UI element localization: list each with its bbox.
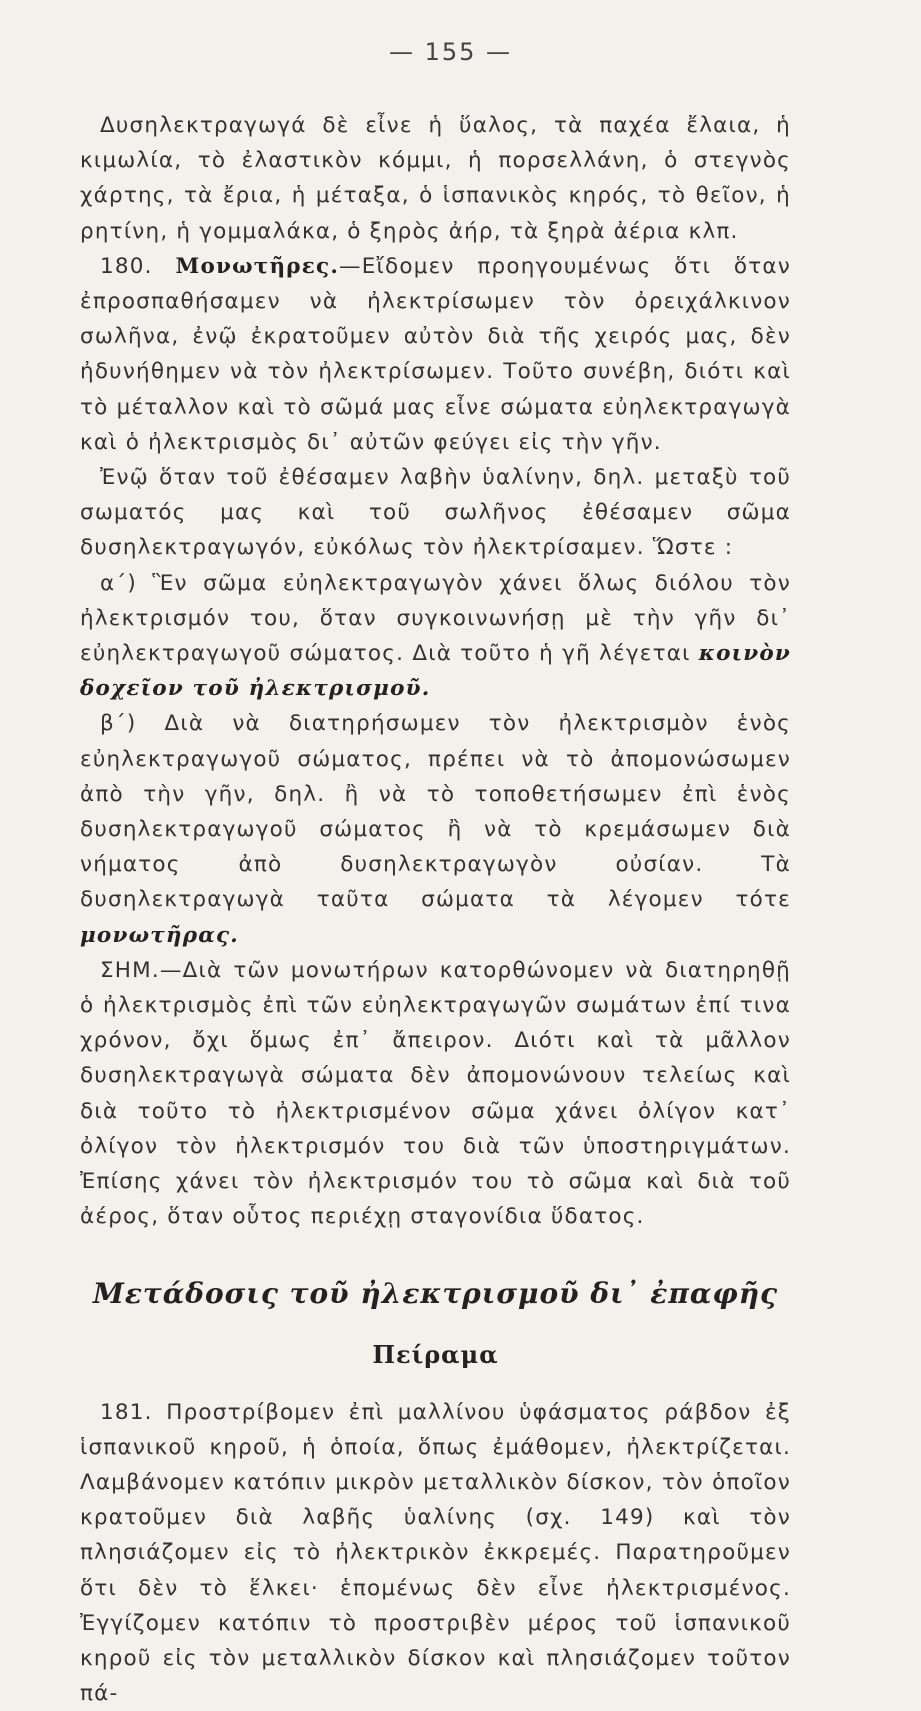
paragraph-number: 180. xyxy=(100,254,153,279)
page-number: — 155 — xyxy=(80,38,791,66)
paragraph-nonconductors: Δυσηλεκτραγωγά δὲ εἶνε ἡ ὕαλος, τὰ παχέα ἔλαια, ἡ κιμωλία, τὸ ἐλαστικὸν κόμμι, ἡ πορσελλάνη, ὁ στεγνὸς χάρτης, τὰ ἔρια, ἡ μέταξα, ὁ ἱσπανικὸς κηρός, τὸ θεῖον, ἡ ρητίνη, ἡ γομμαλάκα, ὁ ξηρὸς ἀήρ, τὰ ξηρὰ ἀέρια κλπ. xyxy=(80,108,791,249)
emphasis-insulators: μονωτῆρας. xyxy=(80,923,239,948)
paragraph-point-b xyxy=(80,706,791,952)
insulators-heading: Μονωτῆρες. xyxy=(175,254,339,279)
paragraph-text: α΄) Ἓν σῶμα εὐηλεκτραγωγὸν χάνει ὅλως διόλου τὸν ἠλεκτρισμόν του, ὅταν συγκοινωνήσῃ μὲ τὴν γῆν δι᾽ εὐηλεκτραγωγοῦ σώματος. Διὰ τοῦτο ἡ γῆ λέγεται xyxy=(80,571,791,666)
section-title: Μετάδοσις τοῦ ἠλεκτρισμοῦ δι᾽ ἐπαφῆς xyxy=(80,1277,791,1310)
paragraph-181-experiment: 181. Προστρίβομεν ἐπὶ μαλλίνου ὑφάσματος ράβδον ἐξ ἱσπανικοῦ κηροῦ, ἡ ὁποία, ὅπως ἐμάθομεν, ἠλεκτρίζεται. Λαμβάνομεν κατόπιν μικρὸν μεταλλικὸν δίσκον, τὸν ὁποῖον κρατοῦμεν διὰ λαβῆς ὑαλίνης (σχ. 149) καὶ τὸν πλησιάζομεν εἰς τὸ ἠλεκτρικὸν ἐκκρεμές. Παρατηροῦμεν ὅτι δὲν τὸ ἕλκει· ἑπομένως δὲν εἶνε ἠλεκτρισμένος. Ἐγγίζομεν κατόπιν τὸ προστριβὲν μέρος τοῦ ἱσπανικοῦ κηροῦ εἰς τὸν μεταλλικὸν δίσκον καὶ πλησιάζομεν τοῦτον πά- xyxy=(80,1395,791,1711)
paragraph-text: β΄) Διὰ νὰ διατηρήσωμεν τὸν ἠλεκτρισμὸν ἑνὸς εὐηλεκτραγωγοῦ σώματος, πρέπει νὰ τὸ ἀπομονώσωμεν ἀπὸ τὴν γῆν, δηλ. ἢ νὰ τὸ τοποθετήσωμεν ἐπὶ ἑνὸς δυσηλεκτραγωγοῦ σώματος ἢ νὰ τὸ κρεμάσωμεν διὰ νήματος ἀπὸ δυσηλεκτραγωγὸν οὐσίαν. Τὰ δυσηλεκτραγωγὰ ταῦτα σώματα τὰ λέγομεν τότε xyxy=(80,711,791,912)
paragraph-text: —Εἴδομεν προηγουμένως ὅτι ὅταν ἐπροσπαθήσαμεν νὰ ἠλεκτρίσωμεν τὸν ὀρειχάλκινον σωλῆνα, ἐνῷ ἐκρατοῦμεν αὐτὸν διὰ τῆς χειρός μας, δὲν ἠδυνήθημεν νὰ τὸν ἠλεκτρίσωμεν. Τοῦτο συνέβη, διότι καὶ τὸ μέταλλον καὶ τὸ σῶμά μας εἶνε σώματα εὐηλεκτραγωγὰ καὶ ὁ ἠλεκτρισμὸς δι᾽ αὐτῶν φεύγει εἰς τὴν γῆν. xyxy=(80,254,791,455)
subsection-title: Πείραμα xyxy=(80,1340,791,1369)
paragraph-point-a xyxy=(80,566,791,707)
emphasis-common-reservoir: κοινὸν δοχεῖον τοῦ ἠλεκτρισμοῦ. xyxy=(80,641,791,701)
paragraph-note: ΣΗΜ.—Διὰ τῶν μονωτήρων κατορθώνομεν νὰ διατηρηθῇ ὁ ἠλεκτρισμὸς ἐπὶ τῶν εὐηλεκτραγωγῶν σωμάτων ἐπί τινα χρόνον, ὄχι ὅμως ἐπ᾽ ἄπειρον. Διότι καὶ τὰ μᾶλλον δυσηλεκτραγωγὰ σώματα δὲν ἀπομονώνουν τελείως καὶ διὰ τοῦτο τὸ ἠλεκτρισμένον σῶμα χάνει ὀλίγον κατ᾽ ὀλίγον τὸν ἠλεκτρισμόν του διὰ τῶν ὑποστηριγμάτων. Ἐπίσης χάνει τὸν ἠλεκτρισμόν του τὸ σῶμα καὶ διὰ τοῦ ἀέρος, ὅταν οὗτος περιέχῃ σταγονίδια ὕδατος. xyxy=(80,953,791,1235)
paragraph-glass-handle: Ἐνῷ ὅταν τοῦ ἐθέσαμεν λαβὴν ὑαλίνην, δηλ. μεταξὺ τοῦ σωματός μας καὶ τοῦ σωλῆνος ἐθέσαμεν σῶμα δυσηλεκτραγωγόν, εὐκόλως τὸν ἠλεκτρίσαμεν. Ὥστε : xyxy=(80,460,791,566)
paragraph-180-insulators xyxy=(80,249,791,460)
